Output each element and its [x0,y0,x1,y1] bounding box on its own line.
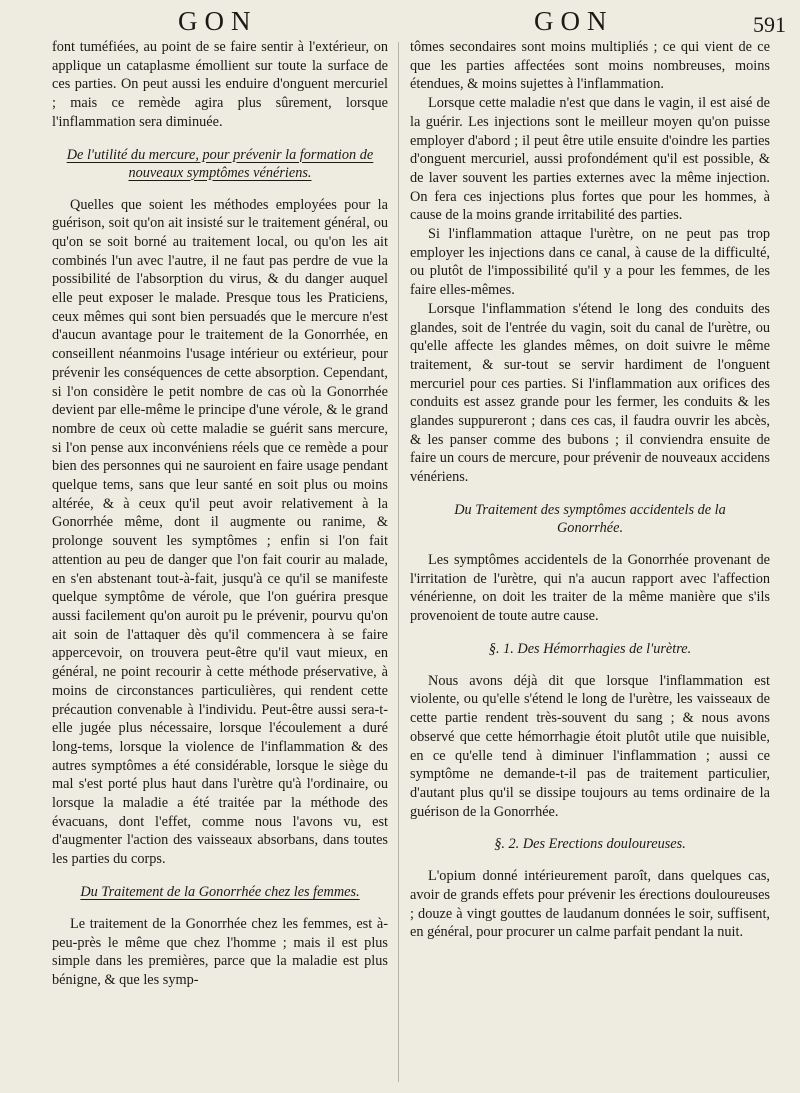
header-left-word: GON [178,6,258,36]
right-column [410,38,770,942]
paragraph: font tuméfiées, au point de se faire sentir à l'extérieur, on applique un cataplasme émollient sur toute la surface de ces parties. On peut aussi les enduire d'onguent mercuriel ; mais ce remède agira plus sûrement, lorsque l'inflammation sera diminuée. [52,39,388,130]
column-divider [398,42,399,1082]
paragraph: Nous avons déjà dit que lorsque l'inflammation est violente, ou qu'elle s'étend le long de l'urètre, les vaisseaux de cette partie rendent très-souvent du sang ; & nous avons observé que cette hémorrhagie étoit plutôt utile que nuisible, en ce qu'elle tend à diminuer l'inflammation ; aussi ce symptôme ne demande-t-il pas de traitement particulier, d'autant plus qu'il se dissipe toujours au tems ordinaire de la guérison de la Gonorrhée. [410,672,770,820]
header-right-word: GON [534,6,614,36]
paragraph: Si l'inflammation attaque l'urètre, on ne peut pas trop employer les injections dans ce canal, à cause de la difficulté, ou plutôt de l'impossibilité qu'il y a pour les femmes, de les faire elles-mêmes. [410,226,770,299]
section-heading-erections: §. 2. Des Erections douloureuses. [494,836,686,853]
paragraph: Quelles que soient les méthodes employées pour la guérison, soit qu'on ait insisté sur le traitement général, ou qu'on se soit borné au traitement local, ou qu'on les ait combinés l'un avec l'autre, il ne faut pas perdre de vue la possibilité de l'absorption du virus, & du danger auquel elle peut exposer le malade. Presque tous les Praticiens, ceux mêmes qui sont bien persuadés que le mercure n'est d'aucun avantage pour le traitement de la Gonorrhée, en conseillent néanmoins l'usage intérieur ou extérieur, pour prévenir les conséquences de cette absorption. Cependant, si l'on considère le petit nombre de cas où la Gonorrhée devient par elle-même le principe d'une vérole, & le grand nombre de ceux où cette maladie se guérit sans mercure, si l'on pense aux inconvéniens réels que ce remède a pour bien des personnes qui ne sauroient en faire usage pendant quelque tems, sans que leur santé en soit plus ou moins altérée, & à ceux qu'il peut avoir relativement à la Gonorrhée même, dont il augmente ou ranime, & prolonge souvent les symptômes ; enfin si l'on fait attention au peu de danger que l'on fait courir au malade, en s'en abstenant tout-à-fait, jusqu'à ce qu'il se manifeste quelque symptôme de vérole, que l'on guérira presque aussi facilement qu'on auroit pu le prévenir, pourvu qu'on ait soin de l'attaquer dès qu'il commencera à se faire appercevoir, on trouvera peut-être qu'il vaut mieux, en général, ne point recourir à cette méthode préservative, à moins de circonstances particulières, qui rendent cette précaution convenable à l'individu. Peut-être aussi sera-t-elle jugée plus nécessaire, lorsque l'écoulement a duré long-tems, lorsque la violence de l'inflammation & des autres symptômes a été considérable, lorsque le siège du mal s'est porté plus haut dans l'urètre qu'à l'ordinaire, ou lorsque la maladie a été traitée par la méthode des évacuans, dont l'effet, comme nous l'avons vu, est d'augmenter l'action des vaisseaux absorbans, dans toutes les parties du corps. [52,196,388,868]
page-number: 591 [753,12,786,37]
paragraph: L'opium donné intérieurement paroît, dans quelques cas, avoir de grands effets pour prévenir les érections douloureuses ; douze à vingt gouttes de laudanum données le soir, suffisent, en général, pour procurer un calme parfait pendant la nuit. [410,868,770,941]
paragraph: Lorsque l'inflammation s'étend le long des conduits des glandes, soit de l'entrée du vagin, soit du canal de l'urètre, ou qu'elle affecte les glandes mêmes, on doit suivre le même traitement, & sur-tout se servir hardiment de l'onguent mercuriel pour ces parties. Si l'inflammation aux orifices des conduits est assez grande pour les fermer, les conduits & les glandes suppureront ; dans ces cas, il faudra ouvrir les abcès, & les panser comme des bubons ; il conviendra ensuite de faire un cours de mercure, pour prévenir de nouveaux accidens vénériens. [410,300,770,486]
paragraph: Le traitement de la Gonorrhée chez les femmes, est à-peu-près le même que chez l'homme ; mais il est plus simple dans les premières, parce que la maladie est plus bénigne, & que les symp- [52,915,388,988]
left-column [52,38,388,990]
section-heading-accidental-symptoms: Du Traitement des symptômes accidentels de la Gonorrhée. [454,501,726,536]
paragraph: Les symptômes accidentels de la Gonorrhée provenant de l'irritation de l'urètre, qui n'a aucun rapport avec l'affection vénérienne, on doit les traiter de la même manière que s'ils provenoient de toute autre cause. [410,551,770,624]
section-heading-women: Du Traitement de la Gonorrhée chez les femmes. [80,883,360,900]
running-header [0,6,800,40]
paragraph: tômes secondaires sont moins multipliés ; ce qui vient de ce que les parties affectées sont moins nombreuses, moins étendues, & moins sujettes à l'inflammation. [410,39,770,93]
section-heading-hemorrhage: §. 1. Des Hémorrhagies de l'urètre. [488,640,692,657]
section-heading-mercury: De l'utilité du mercure, pour prévenir la formation de nouveaux symptômes vénériens. [66,146,374,181]
paragraph: Lorsque cette maladie n'est que dans le vagin, il est aisé de la guérir. Les injections sont le meilleur moyen qu'on puisse employer d'abord ; il peut être utile ensuite d'oindre les parties d'onguent mercuriel, aussi profondément qu'il est possible, & de laver souvent les parties externes avec la même injection. On fera ces injections plus fortes que pour les hommes, à cause de la moins grande irritabilité des parties. [410,95,770,224]
